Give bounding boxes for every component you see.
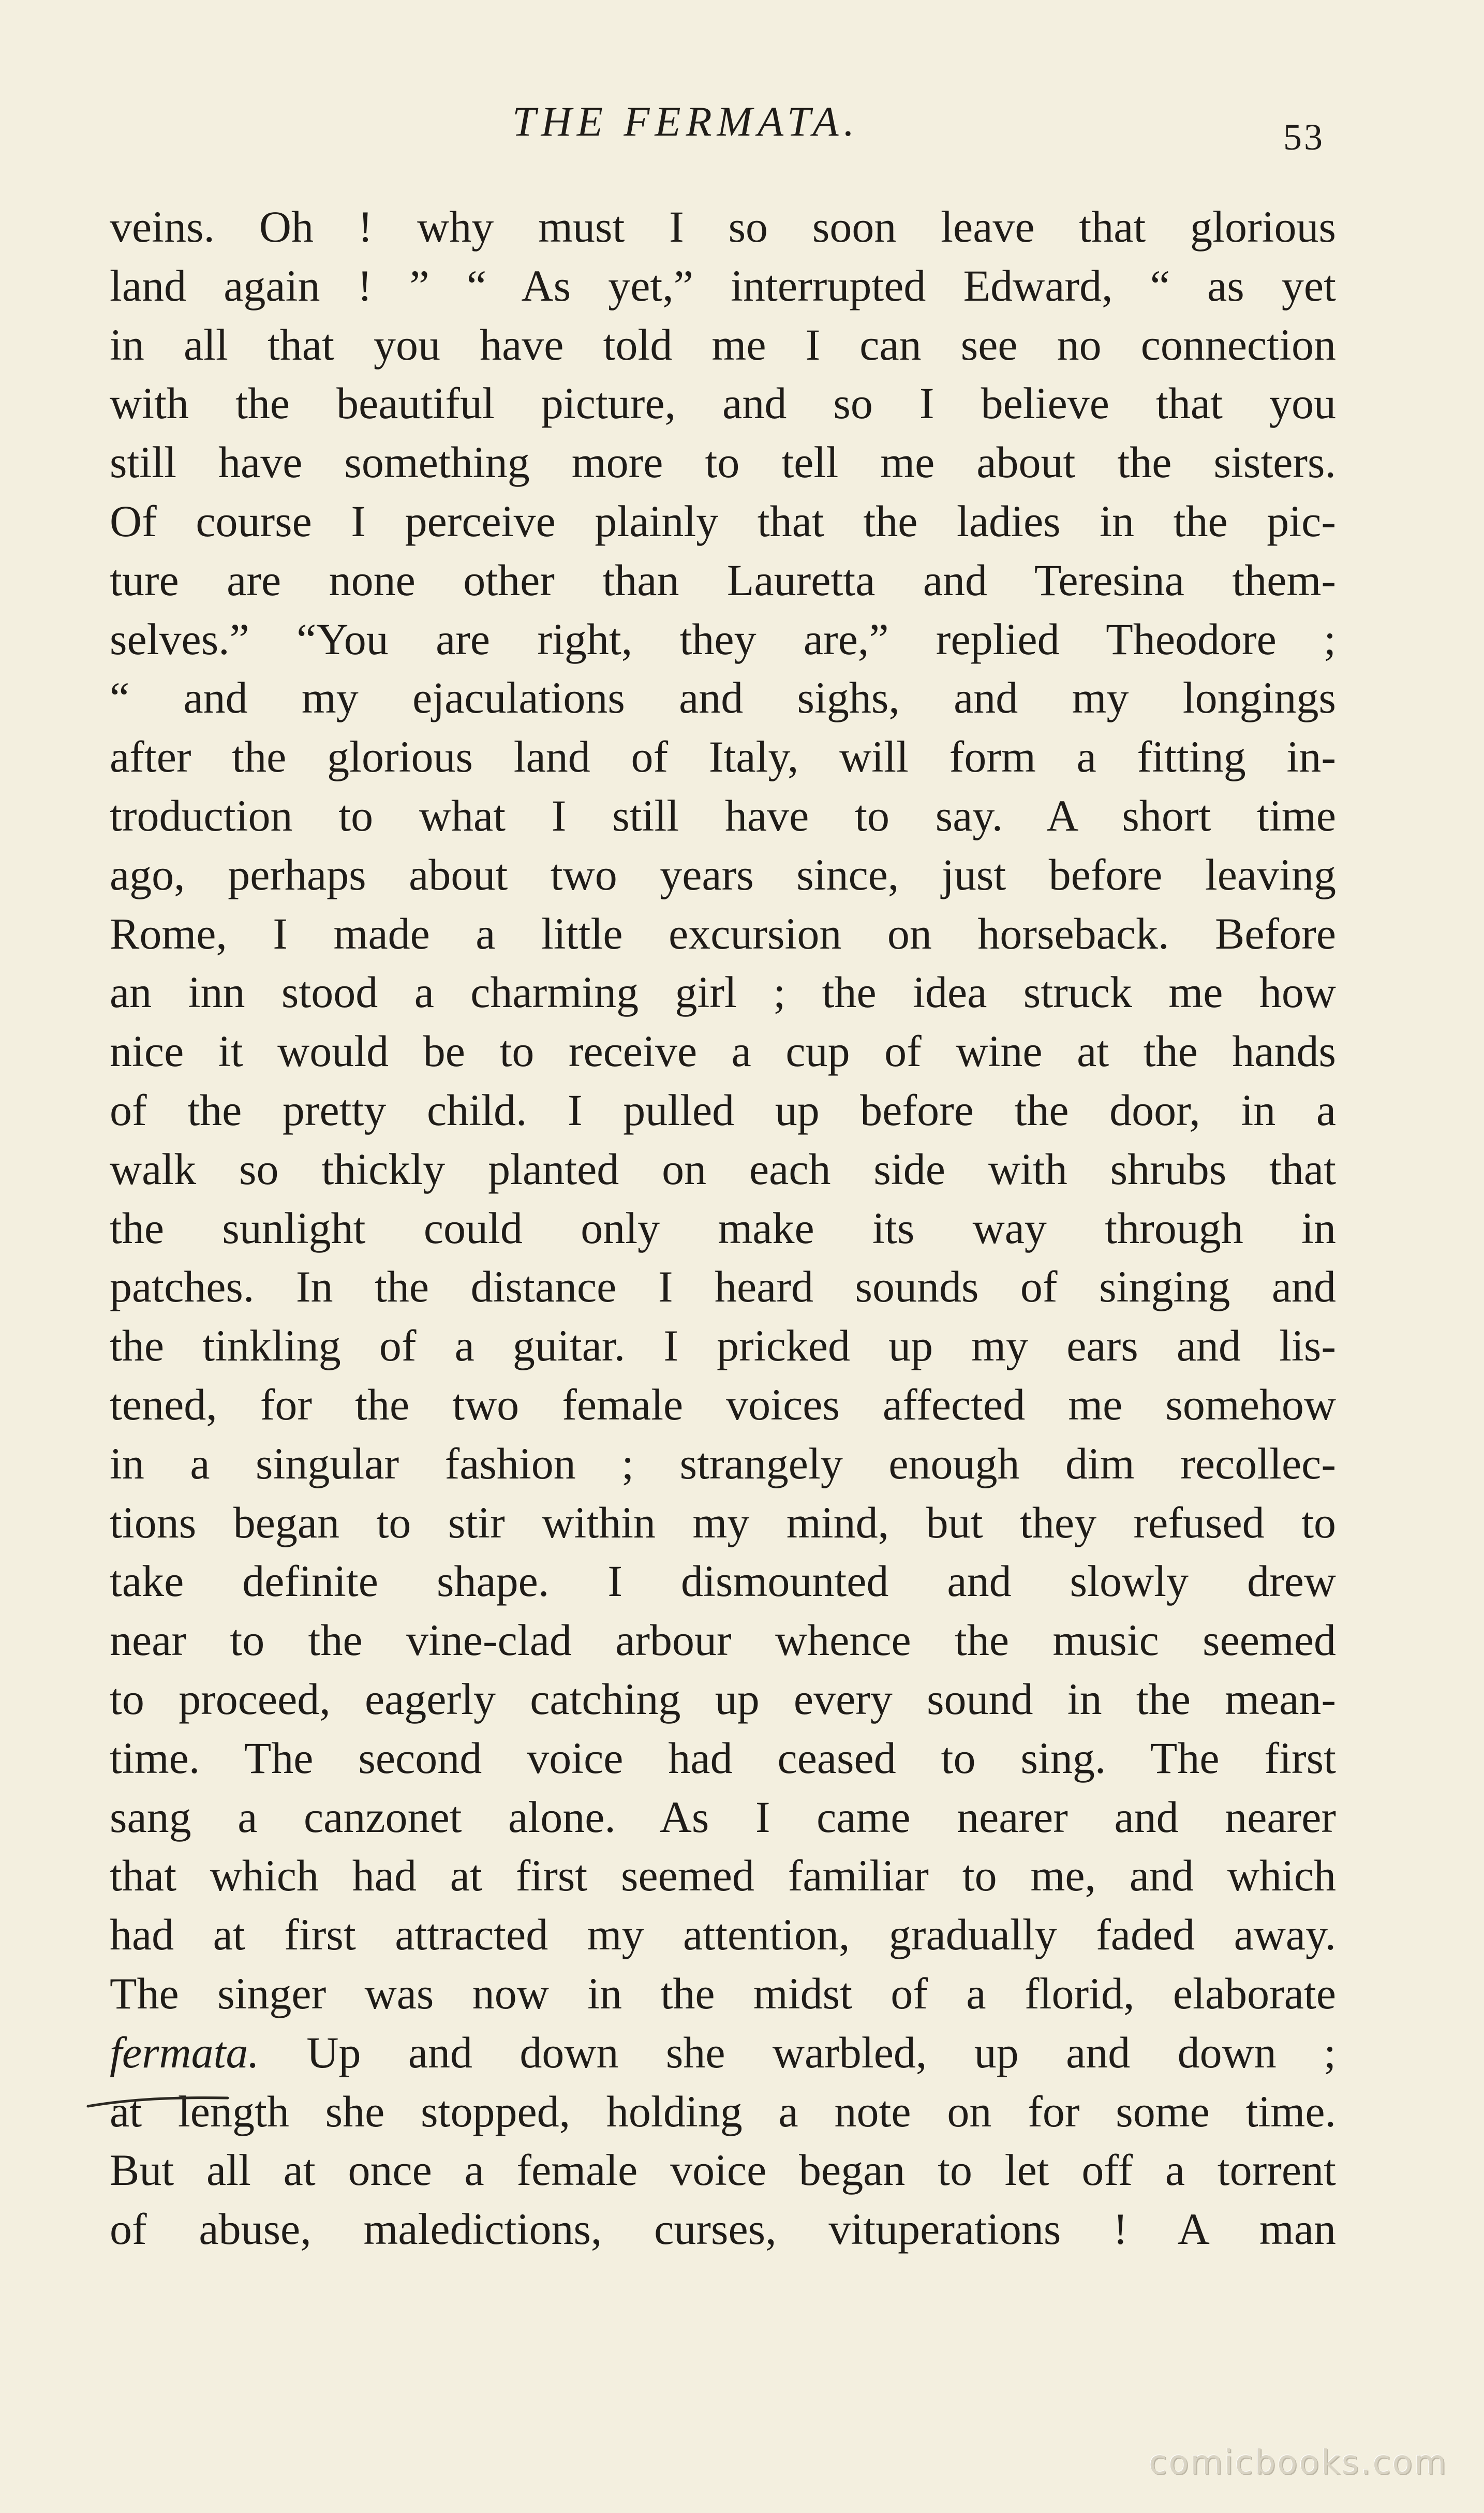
text-line: at length she stopped, holding a note on for some time. xyxy=(110,2086,1336,2136)
text-line: Of course I perceive plainly that the ladies in the pic- xyxy=(110,496,1336,546)
text-line: in all that you have told me I can see no connection xyxy=(110,319,1336,369)
text-line: But all at once a female voice began to let off a torrent xyxy=(110,2145,1336,2195)
text-line: ago, perhaps about two years since, just before leaving xyxy=(110,849,1336,899)
text-line: patches. In the distance I heard sounds of singing and xyxy=(110,1262,1336,1312)
page-number: 53 xyxy=(1283,116,1325,158)
running-title: THE FERMATA. xyxy=(512,98,860,145)
text-line: sang a canzonet alone. As I came nearer and nearer xyxy=(110,1792,1336,1842)
text-line: The singer was now in the midst of a florid, elaborate xyxy=(110,1968,1336,2018)
pencil-underline-mark xyxy=(78,2091,233,2111)
text-line: with the beautiful picture, and so I believe that you xyxy=(110,378,1336,428)
running-head xyxy=(0,96,1484,158)
text-line: of the pretty child. I pulled up before the door, in a xyxy=(110,1085,1336,1135)
text-line: after the glorious land of Italy, will form a fitting in- xyxy=(110,732,1336,782)
text-line: land again ! ” “ As yet,” interrupted Edward, “ as yet xyxy=(110,260,1336,311)
text-line: of abuse, maledictions, curses, vituperations ! A man xyxy=(110,2204,1336,2254)
text-line: in a singular fashion ; strangely enough dim recollec- xyxy=(110,1438,1336,1488)
text-line: Rome, I made a little excursion on horseback. Before xyxy=(110,908,1336,958)
text-line: near to the vine-clad arbour whence the music seemed xyxy=(110,1615,1336,1665)
text-line: that which had at first seemed familiar to me, and which xyxy=(110,1851,1336,1901)
body-text xyxy=(110,198,1336,2259)
text-line: time. The second voice had ceased to sing. The first xyxy=(110,1733,1336,1783)
text-line: to proceed, eagerly catching up every sound in the mean- xyxy=(110,1674,1336,1724)
text-line: an inn stood a charming girl ; the idea struck me how xyxy=(110,967,1336,1017)
watermark: comicbooks.com xyxy=(1148,2444,1448,2482)
text-line: “ and my ejaculations and sighs, and my longings xyxy=(110,673,1336,723)
text-line: had at first attracted my attention, gradually faded away. xyxy=(110,1910,1336,1960)
text-line: ture are none other than Lauretta and Teresina them- xyxy=(110,555,1336,605)
italic-word: fermata. xyxy=(110,2027,260,2077)
text-line: tened, for the two female voices affected me somehow xyxy=(110,1379,1336,1429)
text-line: walk so thickly planted on each side with shrubs that xyxy=(110,1144,1336,1194)
text-line: tions began to stir within my mind, but they refused to xyxy=(110,1497,1336,1547)
text-line-fermata xyxy=(110,2023,1336,2082)
text-line: troduction to what I still have to say. A short time xyxy=(110,790,1336,840)
line-rest: Up and down she warbled, up and down ; xyxy=(306,2027,1336,2077)
text-line: selves.” “You are right, they are,” replied Theodore ; xyxy=(110,614,1336,664)
text-line: veins. Oh ! why must I so soon leave that glorious xyxy=(110,202,1336,252)
text-line: still have something more to tell me about the sisters. xyxy=(110,437,1336,487)
text-line: take definite shape. I dismounted and slowly drew xyxy=(110,1556,1336,1606)
text-line: nice it would be to receive a cup of wine at the hands xyxy=(110,1026,1336,1076)
text-line: the tinkling of a guitar. I pricked up my ears and lis- xyxy=(110,1321,1336,1371)
text-line: the sunlight could only make its way through in xyxy=(110,1203,1336,1253)
